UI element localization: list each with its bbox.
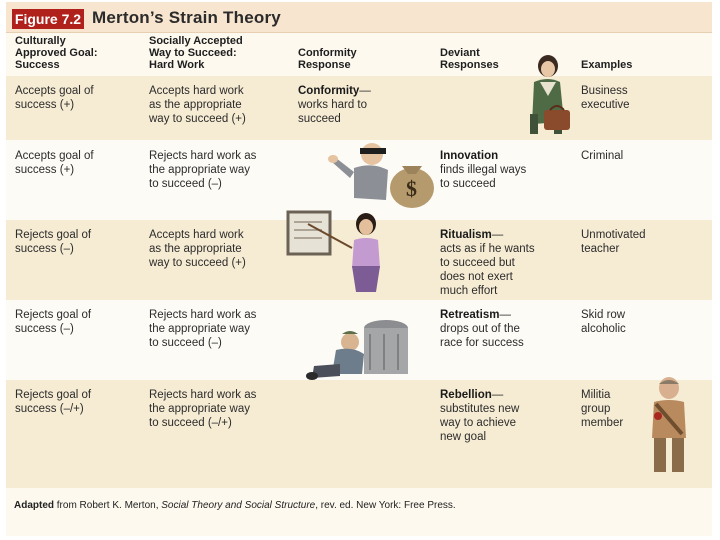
figure-badge: Figure 7.2 [12, 9, 84, 29]
example-cell: Business executive [581, 85, 630, 111]
example-cell: Criminal [581, 150, 624, 162]
goal-cell: Rejects goal of success (–) [15, 229, 92, 255]
header-goal: Culturally Approved Goal: Success [15, 35, 98, 71]
means-cell: Rejects hard work as the appropriate way to succeed (–/+) [149, 389, 257, 429]
example-cell: Skid row alcoholic [581, 309, 626, 335]
deviant-cell: Ritualism— acts as if he wants to succeed but does not exert much effort [440, 229, 535, 297]
example-cell: Militia group member [581, 389, 624, 429]
alcoholic-illustration [306, 314, 418, 384]
thief-illustration [324, 136, 444, 212]
goal-cell: Accepts goal of success (+) [15, 85, 94, 111]
header-means: Socially Accepted Way to Succeed: Hard Work [149, 35, 243, 71]
figure-frame [6, 2, 712, 536]
deviant-cell: Retreatism— drops out of the race for success [440, 309, 524, 349]
example-cell: Unmotivated teacher [581, 229, 646, 255]
militia-illustration [642, 376, 696, 476]
deviant-cell: Rebellion— substitutes new way to achieve new goal [440, 389, 520, 443]
header-deviant: Deviant Responses [440, 47, 499, 71]
header-conformity: Conformity Response [298, 47, 357, 71]
goal-cell: Accepts goal of success (+) [15, 150, 94, 176]
header-examples: Examples [581, 59, 633, 71]
figure-title-bar [6, 2, 712, 33]
businesswoman-illustration [514, 52, 576, 140]
table-row [6, 76, 712, 140]
goal-cell: Rejects goal of success (–/+) [15, 389, 92, 415]
svg-text:$: $ [406, 176, 417, 201]
source-citation: Adapted from Robert K. Merton, Social Theory and Social Structure, rev. ed. New York: Free Press. [14, 500, 456, 511]
means-cell: Accepts hard work as the appropriate way to succeed (+) [149, 85, 246, 125]
goal-cell: Rejects goal of success (–) [15, 309, 92, 335]
deviant-cell: Innovation finds illegal ways to succeed [440, 150, 527, 190]
figure-title: Merton’s Strain Theory [92, 8, 281, 27]
conformity-cell: Conformity— works hard to succeed [298, 85, 371, 125]
means-cell: Accepts hard work as the appropriate way to succeed (+) [149, 229, 246, 269]
teacher-illustration [286, 208, 386, 298]
means-cell: Rejects hard work as the appropriate way to succeed (–) [149, 309, 257, 349]
table-row [6, 380, 712, 488]
means-cell: Rejects hard work as the appropriate way to succeed (–) [149, 150, 257, 190]
